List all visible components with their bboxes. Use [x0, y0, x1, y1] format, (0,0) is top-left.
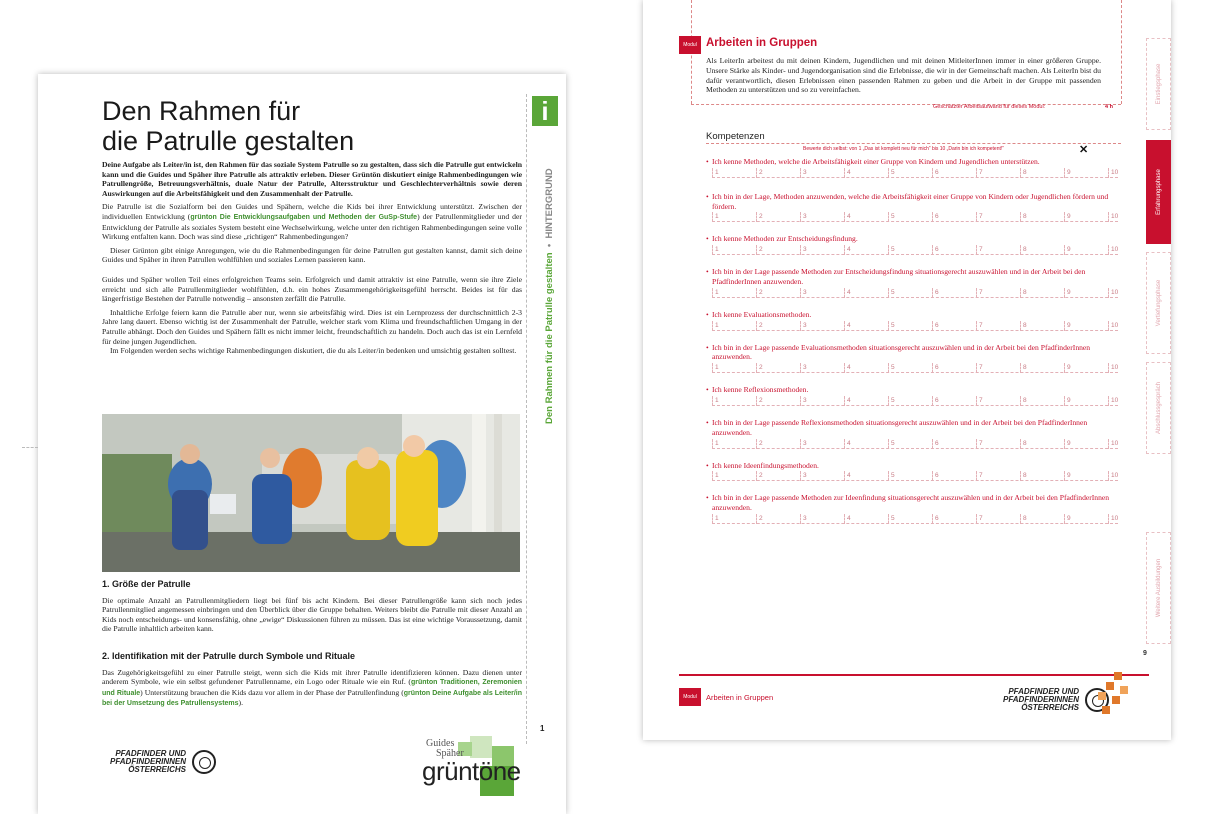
rating-option[interactable]: 6 [932, 396, 939, 406]
rating-option[interactable]: 4 [844, 245, 851, 255]
section-heading-2: 2. Identifikation mit der Patrulle durch Symbole und Rituale [102, 651, 356, 661]
rating-option[interactable]: 7 [976, 439, 983, 449]
org-line-1: PFADFINDER UND [1008, 687, 1079, 696]
p1-text-b: ) der Patrullenmitglieder und der Entwicklung der Patrulle als soziales System besteht eine Wechselwirkung, welche unter den richtigen Rahmenbedingungen seine volle Wirkung entfalten kann. Doch was sind diese „richtigen“ Rahmenbedingungen? [102, 211, 522, 242]
rating-option[interactable]: 8 [1020, 471, 1027, 481]
paragraph-5: Im Folgenden werden sechs wichtige Rahmenbedingungen diskutiert, die du als Leiter/in bedenken und umsichtig gestalten solltest. [110, 346, 517, 356]
rating-scale [712, 395, 1118, 406]
rating-option[interactable]: 1 [712, 439, 719, 449]
rating-scale [712, 470, 1118, 481]
rating-option[interactable]: 10 [1108, 396, 1118, 406]
rating-option[interactable]: 1 [712, 212, 719, 222]
page-number: 9 [1143, 650, 1147, 657]
rating-option[interactable]: 6 [932, 288, 939, 298]
competency-item [706, 234, 1126, 255]
rating-option[interactable]: 1 [712, 396, 719, 406]
rating-option[interactable]: 5 [888, 439, 895, 449]
section-text-1: Die optimale Anzahl an Patrullenmitgliedern liegt bei fünf bis acht Kindern. Bei dieser Patrullengröße kann sich noch jedes Patrullenmitglied angemessen einbringen und den Überblick über die Gruppe behalten. Weiters bleibt die Patrulle mit dieser Anzahl an Kids noch entscheidungs- und konsensfähig, ohne „ewige“ Diskussionen führen zu müssen. Das ist eine wichtige Voraussetzung, damit die Patrulle inhaltlich arbeiten kann. [102, 595, 522, 634]
title-line-2: die Patrulle gestalten [102, 126, 355, 156]
tab-vertiefungsphase[interactable] [1146, 252, 1171, 354]
rating-hint: Bewerte dich selbst: von 1 „Das ist komplett neu für mich“ bis 10 „Darin bin ich kompetent!“ [803, 146, 1004, 152]
rating-option[interactable]: 10 [1108, 288, 1118, 298]
rating-option[interactable]: 8 [1020, 288, 1027, 298]
reference-link-entwicklungsaufgaben[interactable]: grünton Die Entwicklungsaufgaben und Methoden der GuSp-Stufe [190, 213, 418, 221]
vertical-separator: • [544, 243, 555, 248]
rating-option[interactable]: 5 [888, 245, 895, 255]
rating-option[interactable]: 9 [1064, 396, 1071, 406]
competency-text: • Ich bin in der Lage passende Methoden zur Ideenfindung situationsgerecht auszuwählen und in der Arbeit bei den PfadfinderInnen anzuwenden. [706, 493, 1126, 513]
rating-option[interactable]: 4 [844, 514, 851, 524]
rating-option[interactable]: 6 [932, 212, 939, 222]
rating-option[interactable]: 4 [844, 396, 851, 406]
competency-text: • Ich kenne Methoden zur Entscheidungsfindung. [706, 234, 1126, 244]
right-document-page [643, 0, 1171, 740]
rating-option[interactable]: 2 [756, 439, 763, 449]
rating-option[interactable]: 2 [756, 396, 763, 406]
lead-paragraph: Deine Aufgabe als Leiter/in ist, den Rahmen für das soziale System Patrulle so zu gestalten, dass sich die Patrulle gut entwickeln kann und die Guides und Späher ihre Patrulle als attraktiv erleben. Dieser Grüntön diskutiert einige Rahmenbedingungen wie Patrullengröße, Betreuungsverhältnis, duale Natur der Patrulle, Altersstruktur und Geschlechterverhältnis sowie deren Auswirkungen auf die Arbeitsfähigkeit und den Zusammenhalt der Patrulle. [102, 160, 522, 198]
org-line-2: PFADFINDERINNEN [1002, 695, 1079, 704]
p1-text-a: Die Patrulle ist die Sozialform bei den Guides und Spähern, welche die Kids bei ihrer Entwicklung unterstützt. Zwischen der individuellen Entwicklung ( [102, 202, 522, 221]
rating-option[interactable]: 1 [712, 363, 719, 373]
rating-option[interactable]: 2 [756, 514, 763, 524]
rating-scale [712, 244, 1118, 255]
tab-abschlussgespräch[interactable] [1146, 362, 1171, 454]
rating-scale [712, 513, 1118, 524]
rating-option[interactable]: 9 [1064, 168, 1071, 178]
rating-option[interactable]: 8 [1020, 439, 1027, 449]
rating-option[interactable]: 2 [756, 471, 763, 481]
rating-scale [712, 167, 1118, 178]
rating-option[interactable]: 3 [800, 439, 807, 449]
rating-option[interactable]: 3 [800, 288, 807, 298]
section-identification [102, 652, 522, 709]
tab-label: Abschlussgespräch [1155, 381, 1162, 435]
rating-option[interactable]: 9 [1064, 439, 1071, 449]
competency-text: • Ich kenne Ideenfindungsmethoden. [706, 461, 1126, 471]
tab-label: Einstiegsphase [1155, 63, 1162, 105]
rating-option[interactable]: 10 [1108, 212, 1118, 222]
left-document-page [38, 74, 566, 814]
vertical-running-title [544, 124, 555, 424]
info-icon: i [532, 96, 558, 126]
competency-item [706, 267, 1126, 298]
scout-emblem-icon [192, 750, 216, 774]
rating-option[interactable]: 2 [756, 212, 763, 222]
rating-option[interactable]: 10 [1108, 321, 1118, 331]
rating-option[interactable]: 1 [712, 245, 719, 255]
rating-option[interactable]: 9 [1064, 288, 1071, 298]
competency-text: • Ich kenne Methoden, welche die Arbeitsfähigkeit einer Gruppe von Kindern und Jugendlichen unterstützen. [706, 157, 1126, 167]
section-text-2 [102, 668, 522, 709]
rating-option[interactable]: 7 [976, 212, 983, 222]
photo-illustration [102, 414, 520, 572]
crop-mark [22, 447, 38, 448]
competency-text: • Ich bin in der Lage passende Methoden zur Entscheidungsfindung situationsgerecht auszuwählen und in der Arbeit bei den PfadfinderInnen anzuwenden. [706, 267, 1126, 287]
rating-option[interactable]: 6 [932, 363, 939, 373]
rating-option[interactable]: 3 [800, 396, 807, 406]
rating-option[interactable]: 8 [1020, 514, 1027, 524]
rating-option[interactable]: 9 [1064, 363, 1071, 373]
rating-option[interactable]: 4 [844, 168, 851, 178]
competencies-rule [706, 143, 1121, 144]
page-title [102, 96, 462, 156]
effort-label: Geschätzter Arbeitsaufwand für dieses Modul: [933, 104, 1046, 110]
rating-option[interactable]: 5 [888, 396, 895, 406]
competency-item [706, 157, 1126, 178]
intro-body [102, 160, 522, 360]
rating-option[interactable]: 7 [976, 514, 983, 524]
rating-option[interactable]: 10 [1108, 514, 1118, 524]
rating-option[interactable]: 9 [1064, 321, 1071, 331]
header-box-right-rule [1121, 0, 1122, 104]
ppoe-logo [981, 688, 1111, 712]
competency-text: • Ich bin in der Lage passende Reflexionsmethoden situationsgerecht auszuwählen und in der Arbeit bei den PfadfinderInnen anzuwenden. [706, 418, 1126, 438]
rating-option[interactable]: 6 [932, 514, 939, 524]
rating-option[interactable]: 7 [976, 245, 983, 255]
competencies-heading: Kompetenzen [706, 131, 765, 142]
vertical-title: Den Rahmen für die Patrulle gestalten [544, 252, 555, 424]
rating-option[interactable]: 6 [932, 439, 939, 449]
rating-option[interactable]: 2 [756, 245, 763, 255]
rating-option[interactable]: 9 [1064, 471, 1071, 481]
rating-scale [712, 320, 1118, 331]
tab-label: Vertiefungsphase [1155, 279, 1162, 327]
rating-scale [712, 362, 1118, 373]
competency-item [706, 192, 1126, 223]
tab-einstiegsphase[interactable] [1146, 38, 1171, 130]
rating-option[interactable]: 5 [888, 321, 895, 331]
rating-option[interactable]: 5 [888, 212, 895, 222]
cross-mark-icon: ✕ [1079, 144, 1089, 156]
footer-rule [679, 674, 1149, 676]
rating-option[interactable]: 6 [932, 471, 939, 481]
rating-option[interactable]: 3 [800, 471, 807, 481]
competency-text: • Ich kenne Reflexionsmethoden. [706, 385, 1126, 395]
rating-option[interactable]: 4 [844, 321, 851, 331]
rating-option[interactable]: 1 [712, 288, 719, 298]
competency-item [706, 418, 1126, 449]
rating-option[interactable]: 5 [888, 514, 895, 524]
competency-item [706, 385, 1126, 406]
module-intro: Als LeiterIn arbeitest du mit deinen Kindern, Jugendlichen und mit deinen MitleiterInnen immer in einer größeren Gruppe. Unsere Stärke als Kinder- und Jugendorganisation sind die Erlebnisse, die wir in der Gemeinschaft machen. Als LeiterIn bist du dafür verantwortlich, diesen Erlebnissen einen passenden Rahmen zu geben und die Arbeit in der Gruppe mit passenden Methoden zu unterstützen und so zu vereinfachen. [706, 56, 1101, 95]
tab-erfahrungsphase[interactable] [1146, 140, 1171, 244]
org-line-1: PFADFINDER UND [115, 749, 186, 758]
rating-scale [712, 211, 1118, 222]
rating-option[interactable]: 4 [844, 363, 851, 373]
section-patrol-size [102, 580, 522, 634]
rating-option[interactable]: 4 [844, 439, 851, 449]
modul-tag: Modul [679, 36, 701, 54]
rating-option[interactable]: 3 [800, 168, 807, 178]
rating-option[interactable]: 4 [844, 212, 851, 222]
rating-option[interactable]: 8 [1020, 396, 1027, 406]
rating-option[interactable]: 1 [712, 168, 719, 178]
rating-option[interactable]: 10 [1108, 245, 1118, 255]
rating-option[interactable]: 8 [1020, 245, 1027, 255]
rating-option[interactable]: 8 [1020, 363, 1027, 373]
rating-option[interactable]: 5 [888, 471, 895, 481]
rating-option[interactable]: 3 [800, 321, 807, 331]
rating-option[interactable]: 7 [976, 168, 983, 178]
rating-option[interactable]: 1 [712, 471, 719, 481]
competency-text: • Ich bin in der Lage passende Evaluationsmethoden situationsgerecht auszuwählen und in der Arbeit bei den PfadfinderInnen anzuwenden. [706, 343, 1126, 363]
rating-option[interactable]: 1 [712, 321, 719, 331]
competency-list [706, 157, 1126, 536]
orange-squares-decoration [1098, 670, 1138, 720]
org-line-3: ÖSTERREICHS [1021, 703, 1079, 712]
rating-option[interactable]: 6 [932, 245, 939, 255]
rating-option[interactable]: 3 [800, 514, 807, 524]
rating-option[interactable]: 3 [800, 363, 807, 373]
s2-text-c: ). [238, 698, 244, 708]
title-line-1: Den Rahmen für [102, 96, 301, 126]
rating-option[interactable]: 2 [756, 168, 763, 178]
footer-title: Arbeiten in Gruppen [706, 693, 774, 702]
paragraph-2: Dieser Grünton gibt einige Anregungen, wie du die Rahmenbedingungen für deine Patrullen gut gestalten kannst, damit sich deine Guides und Späher in ihren Patrullen wohlfühlen und soziales Lernen passieren kann. [102, 245, 522, 265]
section-heading-1: 1. Größe der Patrulle [102, 579, 191, 589]
org-line-2: PFADFINDERINNEN [109, 757, 186, 766]
paragraph-4: Inhaltliche Erfolge feiern kann die Patrulle aber nur, wenn sie arbeitsfähig wird. Dies ist ein Lernprozess der durchschnittlich 2-3 Jahre lang dauert. Ebenso wichtig ist der Zusammenhalt der Patrulle, welcher stark vom Klima und freundschaftlichen Umgang in der Patrulle abhängt. Doch den Guides und Spähern fällt es nicht immer leicht, freundschaftlich zu handeln. Doch auch das ist ein Lernfeld für deine jungen Jugendlichen. [102, 307, 522, 346]
rating-option[interactable]: 2 [756, 363, 763, 373]
reference-link-patrullensystem[interactable]: grünton Deine Aufgabe als Leiter/in bei der Umsetzung des Patrullensystems [102, 689, 522, 708]
paragraph-1 [102, 202, 522, 241]
rating-option[interactable]: 10 [1108, 363, 1118, 373]
rating-option[interactable]: 7 [976, 288, 983, 298]
rating-option[interactable]: 6 [932, 168, 939, 178]
rating-option[interactable]: 5 [888, 168, 895, 178]
tab-weitere-ausbildungen[interactable] [1146, 532, 1171, 644]
rating-scale [712, 287, 1118, 298]
rating-option[interactable]: 1 [712, 514, 719, 524]
rating-option[interactable]: 3 [800, 212, 807, 222]
rating-option[interactable]: 8 [1020, 321, 1027, 331]
tab-label: Weitere Ausbildungen [1155, 558, 1162, 618]
logo-wordmark: grüntöne [422, 756, 521, 786]
rating-option[interactable]: 7 [976, 363, 983, 373]
rating-option[interactable]: 10 [1108, 168, 1118, 178]
logo-spaeher: Späher [436, 748, 464, 759]
rating-option[interactable]: 8 [1020, 168, 1027, 178]
rating-option[interactable]: 2 [756, 288, 763, 298]
rating-scale [712, 438, 1118, 449]
competency-text: • Ich bin in der Lage, Methoden anzuwenden, welche die Arbeitsfähigkeit einer Gruppe von Kindern oder Jugendlichen fördern und fördern. [706, 192, 1126, 212]
rating-option[interactable]: 4 [844, 288, 851, 298]
rating-option[interactable]: 2 [756, 321, 763, 331]
ppoe-logo [88, 750, 218, 774]
effort-value: 4 h [1105, 104, 1113, 110]
paragraph-3: Guides und Späher wollen Teil eines erfolgreichen Teams sein. Erfolgreich und damit attraktiv ist eine Patrulle, wenn sie ihre Ziele erreicht und sich alle Patrullenmitglieder wohlfühlen, d.h. ein hohes Zusammengehörigkeitsgefühl herrscht. Beides ist für das längerfristige Bestehen der Patrulle notwendig – ansonsten zerfällt die Patrulle. [102, 274, 522, 304]
competency-item [706, 461, 1126, 482]
competency-item [706, 310, 1126, 331]
gruentoene-logo [420, 736, 530, 798]
rating-option[interactable]: 7 [976, 321, 983, 331]
org-line-3: ÖSTERREICHS [128, 765, 186, 774]
competency-text: • Ich kenne Evaluationsmethoden. [706, 310, 1126, 320]
competency-item [706, 493, 1126, 524]
competency-item [706, 343, 1126, 374]
rating-option[interactable]: 6 [932, 321, 939, 331]
rating-option[interactable]: 5 [888, 288, 895, 298]
vertical-category: HINTERGRUND [544, 168, 555, 239]
s2-text-a: Das Zugehörigkeitsgefühl zu einer Patrulle steigt, wenn sich die Kids mit ihrer Patrulle identifizieren können. Dazu dienen unter anderem Symbole, wie ein selbst gefundener Patrullenname, ein Logo oder Rituale wie ein Ruf. ( [102, 667, 522, 687]
tab-label: Erfahrungsphase [1155, 169, 1162, 215]
rating-option[interactable]: 7 [976, 471, 983, 481]
footer-modul-tag: Modul [679, 688, 701, 706]
column-divider [526, 94, 527, 744]
rating-option[interactable]: 7 [976, 396, 983, 406]
rating-option[interactable]: 9 [1064, 245, 1071, 255]
s2-text-b: ) Unterstützung brauchen die Kids dazu vor allem in der Phase der Patrullenfindung ( [140, 687, 404, 697]
rating-option[interactable]: 10 [1108, 471, 1118, 481]
logo-guides: Guides [426, 738, 455, 749]
scouts-photo [102, 414, 520, 572]
rating-option[interactable]: 3 [800, 245, 807, 255]
rating-option[interactable]: 9 [1064, 212, 1071, 222]
module-title: Arbeiten in Gruppen [706, 37, 818, 49]
reference-link-traditionen[interactable]: grünton Traditionen, Zeremonien und Rituale [102, 679, 523, 697]
rating-option[interactable]: 8 [1020, 212, 1027, 222]
page-number: 1 [540, 724, 545, 733]
rating-option[interactable]: 4 [844, 471, 851, 481]
rating-option[interactable]: 9 [1064, 514, 1071, 524]
rating-option[interactable]: 5 [888, 363, 895, 373]
rating-option[interactable]: 10 [1108, 439, 1118, 449]
